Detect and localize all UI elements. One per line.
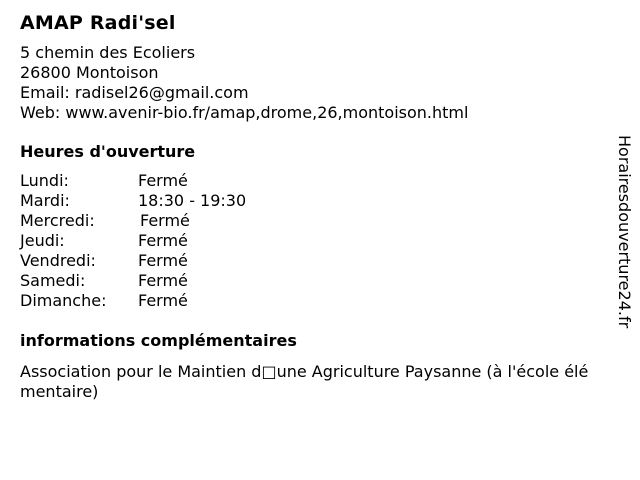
additional-info-heading: informations complémentaires [20,331,297,350]
address-city: 26800 Montoison [20,63,159,82]
hours-day-value: Fermé [138,251,188,270]
hours-day-value: 18:30 - 19:30 [138,191,247,210]
hours-day-label: Mardi: [20,191,70,210]
hours-day-label: Lundi: [20,171,69,190]
opening-hours-table [20,171,600,311]
hours-day-value: Fermé [138,291,188,310]
hours-row-thursday [20,231,600,251]
web-line: Web: www.avenir-bio.fr/amap,drome,26,montoison.html [20,103,469,122]
opening-hours-heading: Heures d'ouverture [20,142,196,161]
address-block [20,43,600,123]
email-line: Email: radisel26@gmail.com [20,83,249,102]
hours-day-label: Dimanche: [20,291,107,310]
hours-row-sunday [20,291,600,311]
site-brand-vertical: Horairesdouverture24.fr [615,135,634,329]
hours-row-friday [20,251,600,271]
business-name: AMAP Radi'sel [20,12,176,34]
hours-row-wednesday [20,211,600,231]
hours-day-label: Jeudi: [20,231,65,250]
hours-day-value: Fermé [138,271,188,290]
hours-day-value: Fermé [138,171,188,190]
hours-row-saturday [20,271,600,291]
hours-day-value: Fermé [138,231,188,250]
address-street: 5 chemin des Ecoliers [20,43,196,62]
hours-row-monday [20,171,600,191]
business-card [20,10,600,402]
hours-day-label: Samedi: [20,271,86,290]
hours-day-label: Mercredi: [20,211,95,230]
hours-day-value: Fermé [140,211,190,230]
additional-info-text: Association pour le Maintien d□une Agriculture Paysanne (à l'école élémentaire) [20,362,589,401]
hours-row-tuesday [20,191,600,211]
hours-day-label: Vendredi: [20,251,96,270]
